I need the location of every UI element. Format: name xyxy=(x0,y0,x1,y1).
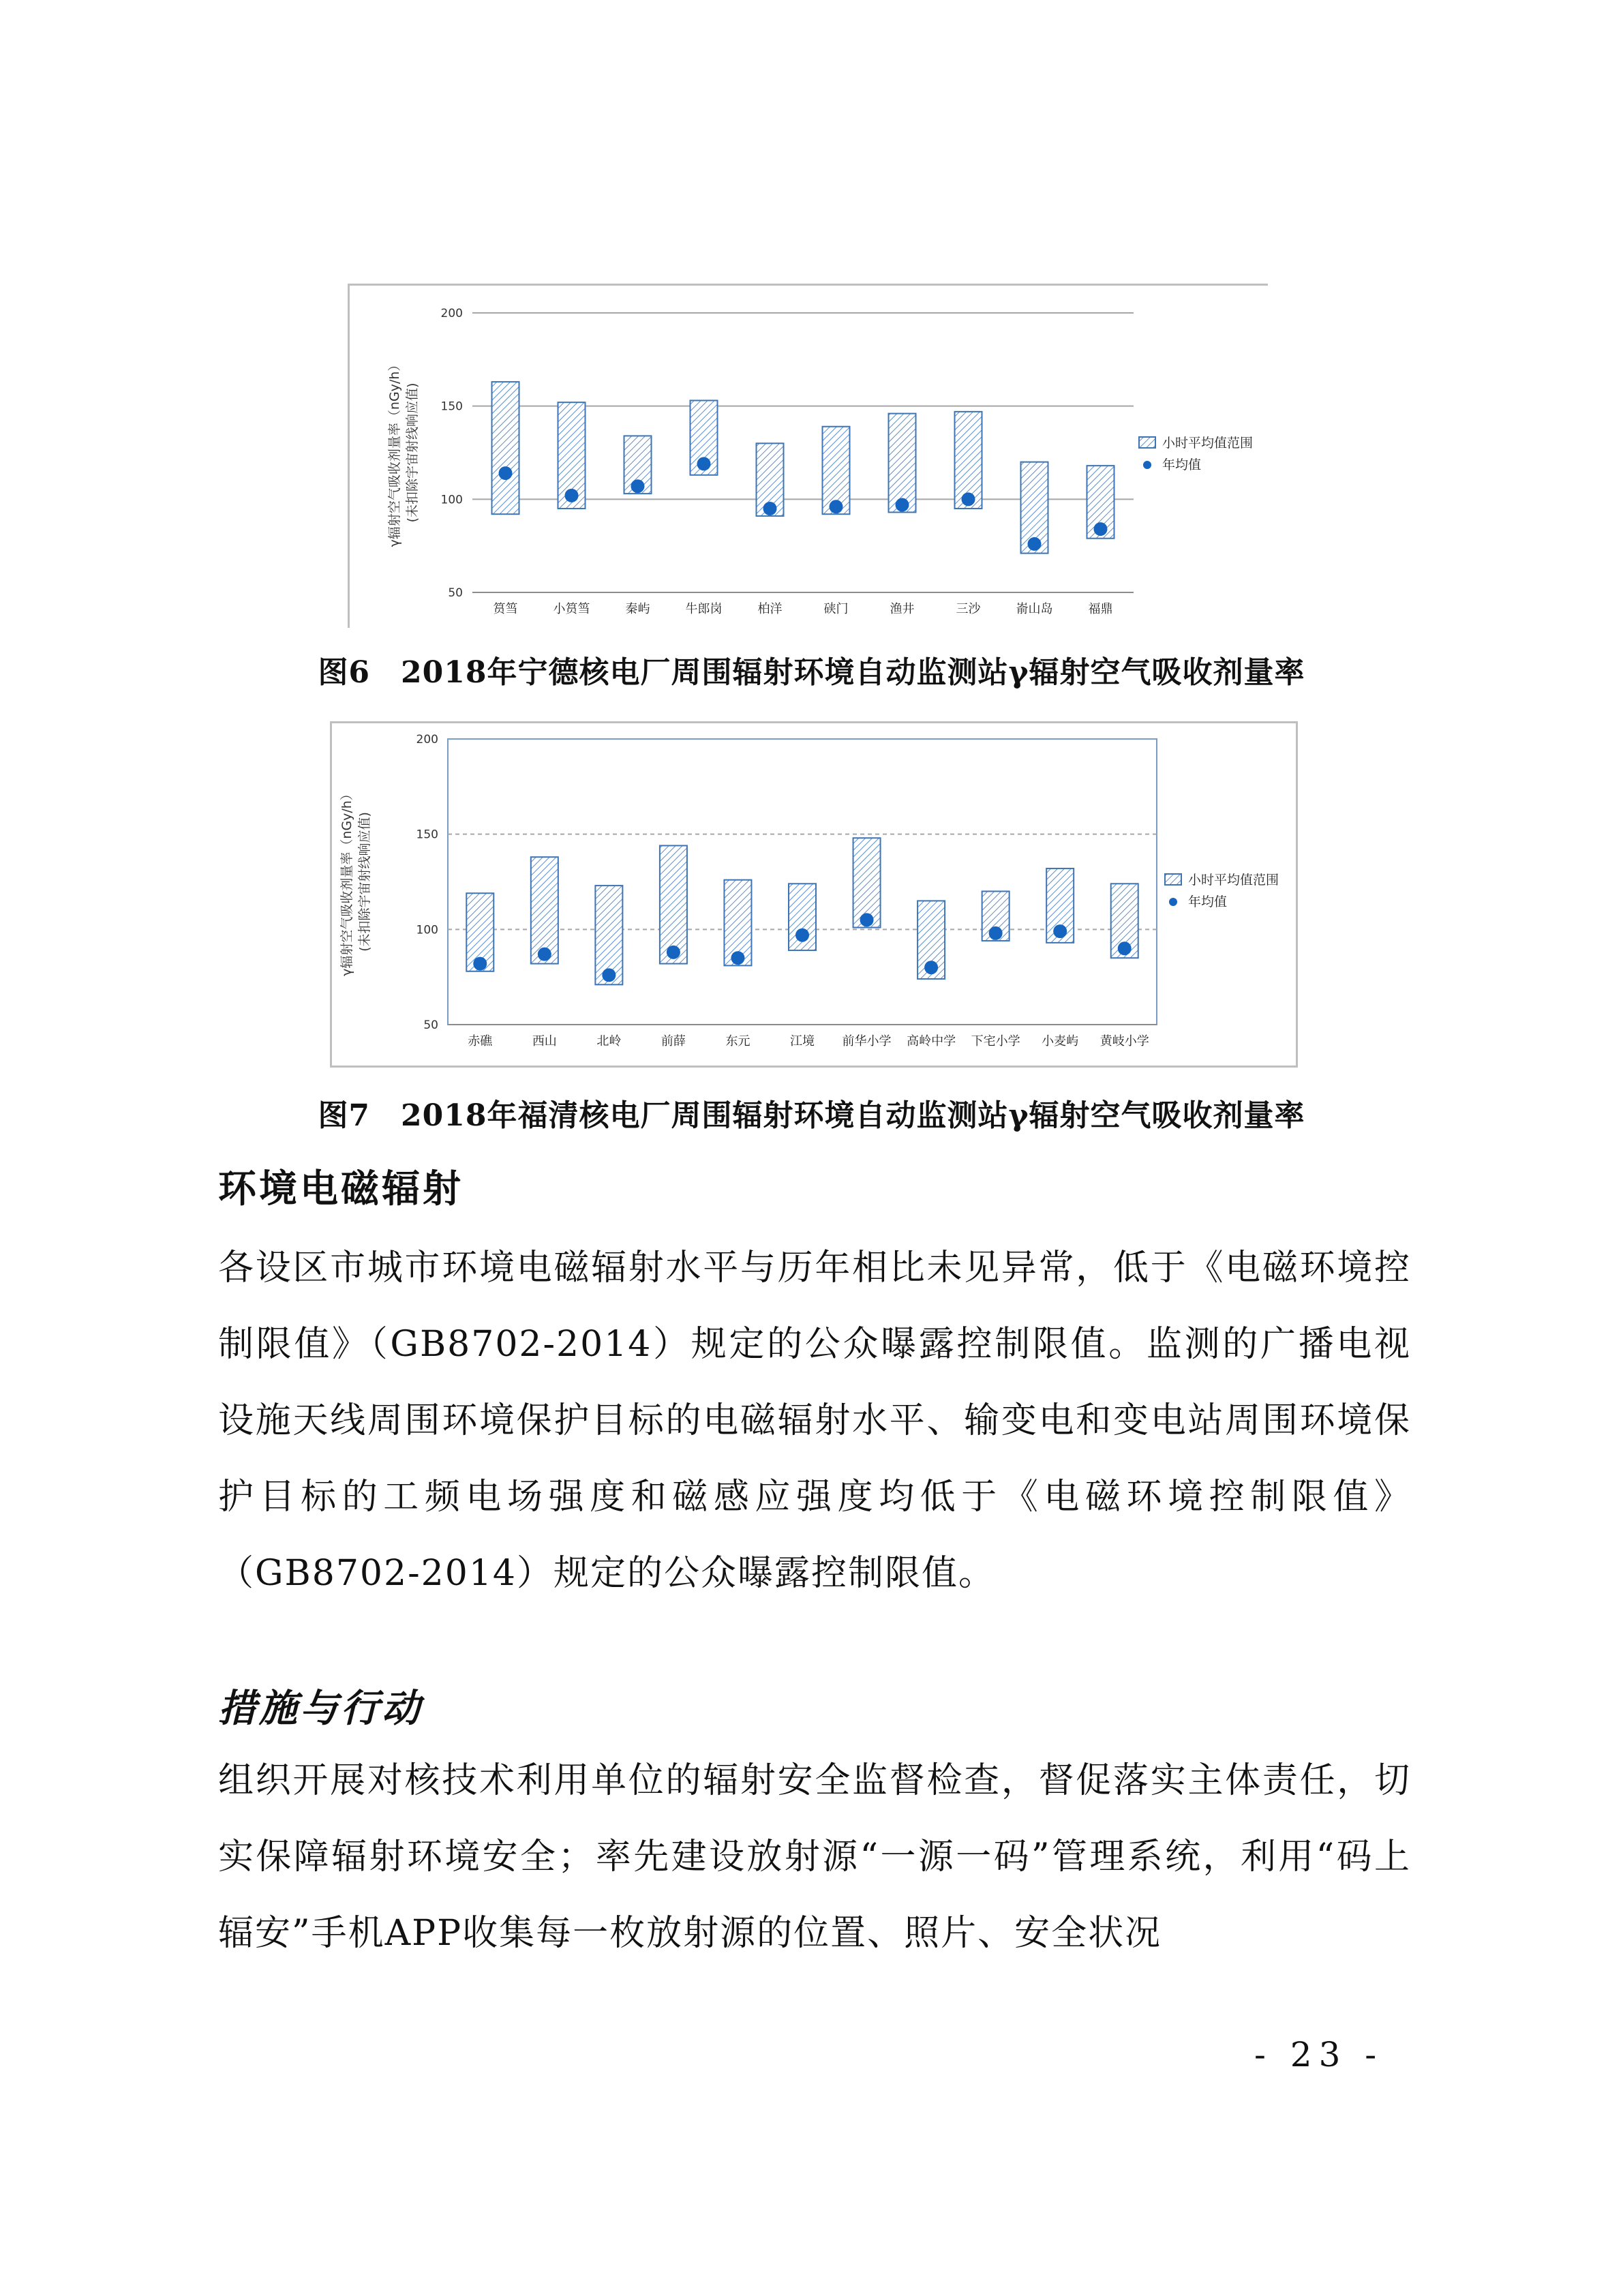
mean-dot-嵛山岛 xyxy=(1028,537,1042,551)
y-axis-label-line2: (未扣除宇宙射线响应值) xyxy=(405,382,420,523)
section-paragraph-em-radiation: 各设区市城市环境电磁辐射水平与历年相比未见异常，低于《电磁环境控制限值》（GB8702-2014）规定的公众曝露控制限值。监测的广播电视设施天线周围环境保护目标的电磁辐射水平、输变电和变电站周围环境保护目标的工频电场强度和磁感应强度均低于《电磁环境控制限值》（GB8702-2014）规定的公众曝露控制限值。 xyxy=(218,1248,1411,1594)
figure-7-svg xyxy=(332,723,1296,1066)
y-tick-label-100: 100 xyxy=(416,923,438,937)
mean-dot-北岭 xyxy=(602,968,616,982)
mean-dot-东元 xyxy=(731,951,744,965)
x-category-label-小筼筜: 小筼筜 xyxy=(553,602,590,616)
figure-6-caption: 图6 2018年宁德核电厂周围辐射环境自动监测站γ辐射空气吸收剂量率 xyxy=(318,655,1305,690)
section-paragraph-actions: 组织开展对核技术利用单位的辐射安全监督检查，督促落实主体责任，切实保障辐射环境安全；率先建设放射源“一源一码”管理系统，利用“码上辐安”手机APP收集每一枚放射源的位置、照片、安全状况 xyxy=(218,1760,1411,1954)
legend-range-swatch xyxy=(1139,437,1155,448)
y-axis-label-line1: γ辐射空气吸收剂量率（nGy/h） xyxy=(387,358,402,547)
legend-mean-swatch xyxy=(1169,898,1177,906)
legend-mean-label: 年均值 xyxy=(1162,457,1202,472)
x-category-label-硖门: 硖门 xyxy=(823,602,849,616)
mean-dot-下宅小学 xyxy=(989,926,1003,940)
x-category-label-秦屿: 秦屿 xyxy=(625,602,650,616)
legend-mean-label: 年均值 xyxy=(1188,894,1228,909)
mean-dot-黄岐小学 xyxy=(1118,941,1132,955)
mean-dot-渔井 xyxy=(896,498,909,512)
y-tick-label-150: 150 xyxy=(440,399,463,414)
x-category-label-高岭中学: 高岭中学 xyxy=(907,1034,956,1048)
x-category-label-前华小学: 前华小学 xyxy=(842,1034,892,1048)
x-category-label-嵛山岛: 嵛山岛 xyxy=(1016,602,1053,616)
range-bar-筼筜 xyxy=(492,382,519,514)
y-axis-label-group xyxy=(387,359,420,547)
x-category-label-江境: 江境 xyxy=(790,1034,815,1048)
x-category-label-下宅小学: 下宅小学 xyxy=(971,1034,1020,1048)
section-heading-actions: 措施与行动 xyxy=(218,1687,423,1731)
y-axis-label-line2: (未扣除宇宙射线响应值) xyxy=(357,812,372,952)
y-axis-label-line1: γ辐射空气吸收剂量率（nGy/h） xyxy=(339,787,354,976)
y-tick-label-100: 100 xyxy=(440,493,463,507)
x-category-label-福鼎: 福鼎 xyxy=(1088,602,1113,616)
y-tick-label-50: 50 xyxy=(423,1018,438,1032)
mean-dot-前薛 xyxy=(667,946,680,959)
x-category-label-北岭: 北岭 xyxy=(596,1034,622,1048)
mean-dot-高岭中学 xyxy=(924,961,938,974)
x-category-label-赤礁: 赤礁 xyxy=(468,1034,493,1048)
page-number: - 23 - xyxy=(1254,2035,1384,2074)
mean-dot-牛郎岗 xyxy=(697,457,711,470)
y-tick-label-150: 150 xyxy=(416,828,438,842)
figure-7-caption: 图7 2018年福清核电厂周围辐射环境自动监测站γ辐射空气吸收剂量率 xyxy=(318,1098,1305,1133)
mean-dot-硖门 xyxy=(830,500,843,513)
x-category-label-渔井: 渔井 xyxy=(890,602,915,616)
mean-dot-西山 xyxy=(538,948,551,961)
x-category-label-牛郎岗: 牛郎岗 xyxy=(685,602,723,616)
y-tick-label-200: 200 xyxy=(440,307,463,320)
section-heading-em-radiation: 环境电磁辐射 xyxy=(218,1167,464,1211)
x-category-label-西山: 西山 xyxy=(532,1034,557,1048)
mean-dot-小麦屿 xyxy=(1053,924,1067,938)
legend-range-label: 小时平均值范围 xyxy=(1162,436,1254,451)
y-tick-label-200: 200 xyxy=(416,733,438,746)
x-category-label-东元: 东元 xyxy=(725,1034,750,1048)
figure-6-chart xyxy=(348,284,1268,628)
x-category-label-柏洋: 柏洋 xyxy=(757,602,783,616)
mean-dot-筼筜 xyxy=(499,466,513,480)
x-category-label-三沙: 三沙 xyxy=(956,602,981,616)
legend-mean-swatch xyxy=(1143,461,1151,469)
legend-range-swatch xyxy=(1165,874,1181,885)
x-category-label-小麦屿: 小麦屿 xyxy=(1042,1034,1079,1048)
x-category-label-黄岐小学: 黄岐小学 xyxy=(1099,1034,1149,1048)
y-tick-label-50: 50 xyxy=(448,586,463,600)
figure-6-svg xyxy=(350,286,1268,628)
mean-dot-福鼎 xyxy=(1094,522,1108,536)
figure-7-chart xyxy=(330,721,1298,1068)
mean-dot-秦屿 xyxy=(631,479,645,493)
mean-dot-三沙 xyxy=(962,492,975,506)
mean-dot-赤礁 xyxy=(473,957,487,971)
mean-dot-小筼筜 xyxy=(565,489,579,502)
x-category-label-筼筜: 筼筜 xyxy=(493,602,518,616)
mean-dot-前华小学 xyxy=(860,913,874,926)
range-bar-渔井 xyxy=(889,414,916,513)
x-category-label-前薛: 前薛 xyxy=(661,1034,686,1048)
mean-dot-江境 xyxy=(795,928,809,942)
y-axis-label-group xyxy=(339,787,372,976)
mean-dot-柏洋 xyxy=(763,502,777,515)
legend-range-label: 小时平均值范围 xyxy=(1188,873,1279,888)
